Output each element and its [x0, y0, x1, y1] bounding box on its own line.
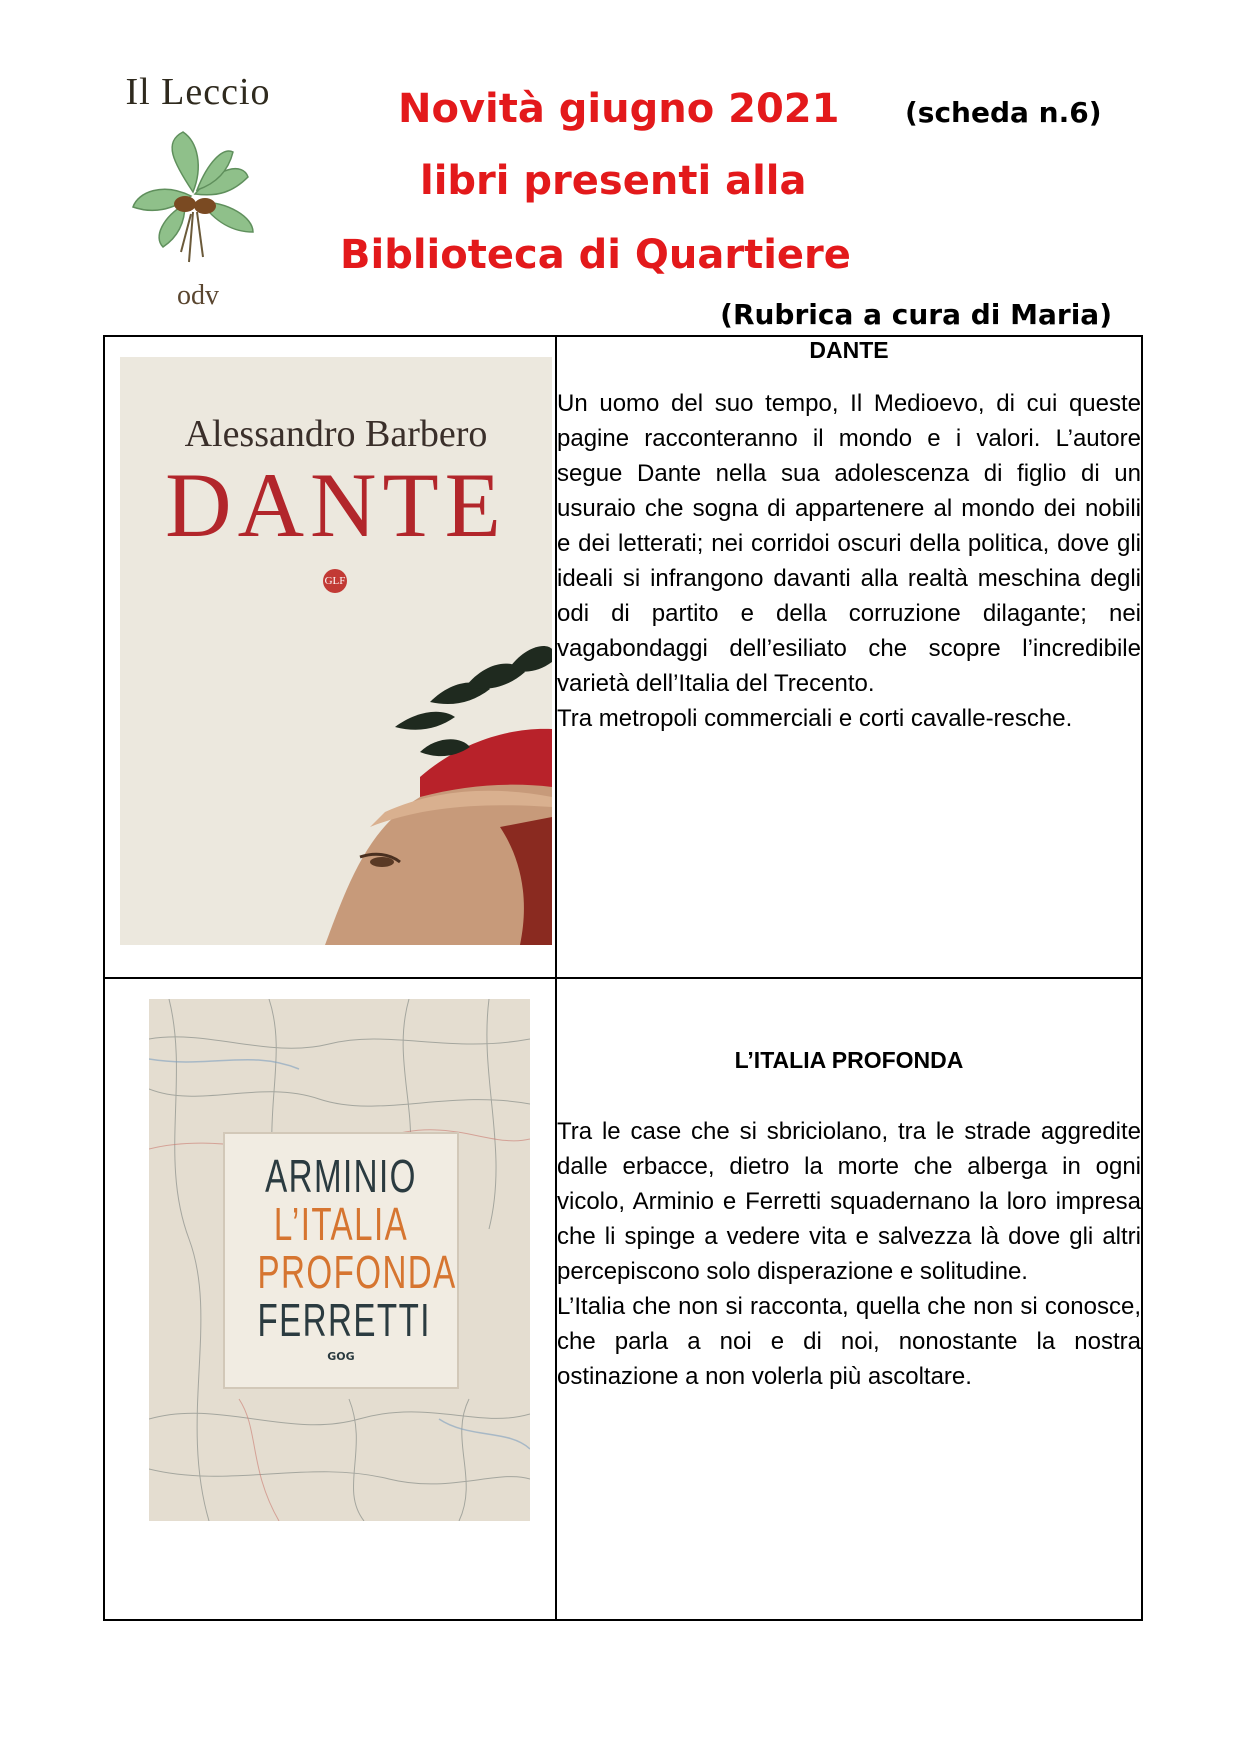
book-cover-cell	[104, 336, 556, 978]
cover-title-line: L’ITALIA	[273, 1198, 409, 1250]
book-title: DANTE	[809, 337, 889, 363]
logo	[98, 60, 298, 320]
book-cover-cell	[104, 978, 556, 1620]
cover-title: DANTE	[165, 454, 507, 556]
book-description-paragraph: L’Italia che non si racconta, quella che non si conosce, che parla a noi e di noi, nonostante la nostra ostinazione a non volerla più ascoltare.	[557, 1293, 1141, 1390]
rubrica-credit: (Rubrica a cura di Maria)	[720, 298, 1112, 331]
book-text-cell	[556, 978, 1142, 1620]
cover-author: ARMINIO	[265, 1150, 417, 1202]
book-description	[557, 1114, 1141, 1394]
cover-title-box	[223, 1132, 459, 1389]
book-description	[557, 386, 1141, 736]
table-row	[104, 336, 1142, 978]
book-description-paragraph: Tra le case che si sbriciolano, tra le strade aggredite dalle erbacce, dietro la morte che alberga in ogni vicolo, Arminio e Ferretti squadernano la loro impresa che li spinge a vedere vita e salvezza là dove gli altri percepiscono solo disperazione e solitudine.	[557, 1118, 1141, 1285]
italia-profonda-book-cover	[149, 999, 530, 1521]
header-title-line1: Novità giugno 2021	[398, 86, 840, 132]
logo-title: Il Leccio	[125, 71, 271, 113]
scheda-number: (scheda n.6)	[905, 96, 1102, 129]
cover-author: FERRETTI	[257, 1294, 431, 1346]
dante-book-cover	[120, 357, 552, 945]
header-title-line3: Biblioteca di Quartiere	[340, 232, 851, 278]
books-table	[103, 335, 1143, 1621]
cover-title-line: PROFONDA	[257, 1246, 457, 1298]
book-title: L’ITALIA PROFONDA	[734, 1047, 964, 1073]
oak-leaf-icon	[123, 122, 273, 272]
table-row	[104, 978, 1142, 1620]
header-title-line2: libri presenti alla	[420, 158, 807, 204]
book-description-paragraph: Un uomo del suo tempo, Il Medioevo, di cui queste pagine racconteranno il mondo e i valori. L’autore segue Dante nella sua adolescenza di figlio di un usuraio che sogna di appartenere al mondo dei nobili e dei letterati; nei corridoi oscuri della politica, dove gli ideali si infrangono davanti alla realtà meschina degli odi di partito e della corruzione dilagante; nei vagabondaggi dell’esiliato che scopre l’incredibile varietà dell’Italia del Trecento.	[557, 390, 1141, 697]
publisher-logo: GLF	[323, 569, 347, 593]
book-description-paragraph: Tra metropoli commerciali e corti cavalle-resche.	[557, 705, 1073, 732]
cover-author: Alessandro Barbero	[184, 413, 488, 455]
logo-subtitle: odv	[177, 280, 219, 311]
book-text-cell	[556, 336, 1142, 978]
publisher-logo: GOG	[327, 1350, 355, 1363]
